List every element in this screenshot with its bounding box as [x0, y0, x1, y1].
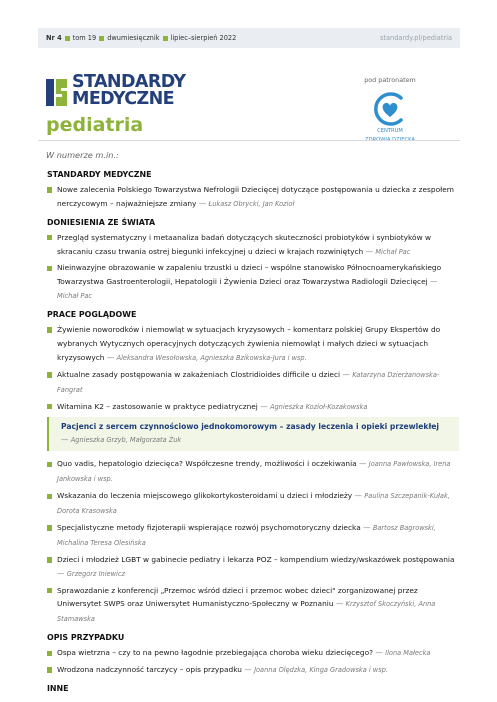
article-authors: Agnieszka Kozioł-Kozakowska	[269, 402, 368, 411]
journal-url-link[interactable]: standardy.pl/pediatria	[379, 34, 452, 42]
article-authors: Łukasz Obrycki, Jan Kozioł	[208, 199, 295, 208]
intro-text: W numerze m.in.:	[46, 150, 119, 160]
patronage-label: pod patronatem	[364, 76, 416, 84]
volume: tom 19	[72, 34, 97, 42]
header-divider	[38, 140, 460, 141]
article-authors: Bartosz Bagrowski, Michalina Teresa Olesińska	[57, 523, 436, 547]
list-item[interactable]: Wskazania do leczenia miejscowego glikokortykosteroidami u dzieci i młodzieży — Paulina Szczepanik-Kułak, Dorota Krasowska	[47, 489, 459, 519]
bullet-square-icon	[47, 588, 52, 593]
article-title: Nieinwazyjne obrazowanie w zapaleniu trzustki u dzieci – wspólne stanowisko Północnoamerykańskiego Towarzystwa Gastroenterologii, Hepatologii i Żywienia Dzieci oraz Towarzystwa Radiologii Dziecięcej	[57, 263, 442, 287]
bullet-square-icon	[47, 494, 52, 499]
list-item[interactable]: Quo vadis, hepatologio dziecięca? Współczesne trendy, możliwości i oczekiwania — Joanna Pawłowska, Irena Jankowska i wsp.	[47, 457, 459, 487]
list-item[interactable]: Żywienie noworodków i niemowląt w sytuacjach kryzysowych – komentarz polskiej Grupy Ekspertów do wybranych Wytycznych operacyjnych dotyczących żywienia niemowląt i małych dzieci w sytuacjach kryzysowych — Aleksandra Wesołowska, Agnieszka Bzikowska-Jura i wsp.	[47, 323, 459, 366]
bullet-square-icon	[47, 372, 52, 377]
bullet-square-icon	[47, 404, 52, 409]
list-item[interactable]: Dzieci i młodzież LGBT w gabinecie pediatry i lekarza POZ – kompendium wiedzy/wskazówek postępowania — Grzegorz Iniewicz	[47, 553, 459, 582]
article-title: Ospa wietrzna – czy to na pewno łagodnie przebiegająca choroba wieku dziecięcego?	[57, 648, 374, 658]
article-title: Dzieci i młodzież LGBT w gabinecie pediatry i lekarza POZ – kompendium wiedzy/wskazówek postępowania	[57, 554, 455, 564]
issue-info-bar	[38, 28, 460, 48]
bullet-square-icon	[47, 651, 52, 656]
section-title: OPIS PRZYPADKU	[47, 633, 125, 643]
article-authors: Aleksandra Wesołowska, Agnieszka Bzikowska-Jura i wsp.	[116, 353, 307, 362]
article-authors: Krzysztof Skoczyński, Anna Stamawska	[57, 600, 436, 624]
featured-article[interactable]: Pacjenci z sercem czynnościowo jednokomorowym – zasady leczenia i opieki przewlekłej — Agnieszka Grzyb, Małgorzata Żuk	[47, 417, 459, 452]
bullet-square-icon	[47, 235, 52, 240]
list-item[interactable]: Specjalistyczne metody fizjoterapii wspierające rozwój psychomotoryczny dziecka — Bartosz Bagrowski, Michalina Teresa Olesińska	[47, 521, 459, 551]
article-title: Nowe zalecenia Polskiego Towarzystwa Nefrologii Dziecięcej dotyczące postępowania u dziecka z zespołem nerczycowym – najważniejsze zmiany	[57, 184, 454, 208]
article-title: Aktualne zasady postępowania w zakażeniach Clostridioides difficile u dzieci	[57, 369, 341, 379]
centrum-zdrowia-dziecka-logo-icon	[370, 92, 410, 126]
article-authors: Joanna Olędzka, Kinga Gradowska i wsp.	[254, 666, 388, 675]
section-title: DONIESIENIA ZE ŚWIATA	[47, 217, 156, 227]
issue-number: Nr 4	[46, 34, 62, 42]
list-item[interactable]: Sprawozdanie z konferencji „Przemoc wśród dzieci i przemoc wobec dzieci" zorganizowanej przez Uniwersytet SWPS oraz Uniwersytet Humanistyczno-Społeczny w Poznaniu — Krzysztof Skoczyński, Anna Stamawska	[47, 584, 459, 628]
article-title: Witamina K2 – zastosowanie w praktyce pediatrycznej	[57, 401, 258, 411]
bullet-square-icon	[99, 36, 104, 41]
list-item[interactable]: Ospa wietrzna – czy to na pewno łagodnie przebiegająca choroba wieku dziecięcego? — Ilona Małecka	[47, 646, 459, 661]
featured-article-title: Pacjenci z sercem czynnościowo jednokomorowym – zasady leczenia i opieki przewlekłej	[61, 421, 440, 431]
logo-line-1: STANDARDY	[72, 72, 186, 92]
article-title: Wrodzona nadczynność tarczycy – opis przypadku	[57, 665, 242, 675]
patronage-block	[355, 76, 425, 143]
article-authors: Grzegorz Iniewicz	[66, 569, 125, 578]
featured-article-authors: Agnieszka Grzyb, Małgorzata Żuk	[70, 436, 182, 445]
bullet-square-icon	[65, 36, 70, 41]
article-authors: Michał Pac	[375, 247, 411, 256]
article-authors: Paulina Szczepanik-Kułak, Dorota Krasowska	[57, 492, 450, 516]
list-item[interactable]: Nowe zalecenia Polskiego Towarzystwa Nefrologii Dziecięcej dotyczące postępowania u dziecka z zespołem nerczycowym – najważniejsze zmiany — Łukasz Obrycki, Jan Kozioł	[47, 183, 459, 212]
article-title: Wskazania do leczenia miejscowego glikokortykosteroidami u dzieci i młodzieży	[57, 491, 353, 501]
list-item[interactable]: Wrodzona nadczynność tarczycy – opis przypadku — Joanna Olędzka, Kinga Gradowska i wsp.	[47, 663, 459, 678]
bullet-square-icon	[47, 187, 52, 192]
article-title: Sprawozdanie z konferencji „Przemoc wśród dzieci i przemoc wobec dzieci" zorganizowanej przez Uniwersytet SWPS oraz Uniwersytet Humanistyczno-Społeczny w Poznaniu	[57, 585, 418, 609]
article-authors: Katarzyna Dzierżanowska-Fangrat	[57, 370, 440, 394]
logo-text	[72, 74, 185, 108]
table-of-contents	[47, 168, 459, 697]
bullet-square-icon	[47, 557, 52, 562]
issue-period: lipiec–sierpień 2022	[170, 34, 237, 42]
section-title: PRACE POGLĄDOWE	[47, 310, 137, 320]
bullet-square-icon	[47, 462, 52, 467]
bullet-square-icon	[163, 36, 168, 41]
logo-line-2: MEDYCZNE	[72, 89, 175, 109]
bullet-square-icon	[47, 327, 52, 332]
article-title: Quo vadis, hepatologio dziecięca? Współczesne trendy, możliwości i oczekiwania	[57, 459, 357, 469]
frequency: dwumiesięcznik	[107, 34, 160, 42]
bullet-square-icon	[47, 525, 52, 530]
logo-mark-icon	[46, 76, 68, 108]
section-title: STANDARDY MEDYCZNE	[47, 170, 152, 179]
journal-name: pediatria	[46, 114, 144, 136]
article-title: Przegląd systematyczny i metaanaliza badań dotyczących skuteczności probiotyków i synbiotyków w skracaniu czasu trwania ostrej biegunki infekcyjnej u dzieci w krajach rozwiniętych	[57, 232, 432, 256]
list-item[interactable]: Witamina K2 – zastosowanie w praktyce pediatrycznej — Agnieszka Kozioł-Kozakowska	[47, 400, 459, 415]
bullet-square-icon	[47, 266, 52, 271]
section-title: INNE	[47, 684, 69, 693]
article-authors: Michał Pac	[57, 292, 92, 301]
bullet-square-icon	[47, 667, 52, 672]
article-title: Specjalistyczne metody fizjoterapii wspierające rozwój psychomotoryczny dziecka	[57, 522, 361, 532]
article-authors: Joanna Pawłowska, Irena Jankowska i wsp.	[57, 460, 451, 484]
patron-name-line-1: CENTRUM	[377, 128, 403, 134]
list-item[interactable]: Przegląd systematyczny i metaanaliza badań dotyczących skuteczności probiotyków i synbiotyków w skracaniu czasu trwania ostrej biegunki infekcyjnej u dzieci w krajach rozwiniętych — Michał Pac	[47, 231, 459, 260]
article-authors: Ilona Małecka	[385, 649, 431, 658]
article-title: Żywienie noworodków i niemowląt w sytuacjach kryzysowych – komentarz polskiej Grupy Ekspertów do wybranych Wytycznych operacyjnych dotyczących żywienia niemowląt i małych dzieci w sytuacjach kryzysowych	[57, 325, 441, 362]
list-item[interactable]: Aktualne zasady postępowania w zakażeniach Clostridioides difficile u dzieci — Katarzyna Dzierżanowska-Fangrat	[47, 368, 459, 398]
list-item[interactable]: Nieinwazyjne obrazowanie w zapaleniu trzustki u dzieci – wspólne stanowisko Północnoamerykańskiego Towarzystwa Gastroenterologii, Hepatologii i Żywienia Dzieci oraz Towarzystwa Radiologii Dziecięcej — Michał Pac	[47, 261, 459, 304]
